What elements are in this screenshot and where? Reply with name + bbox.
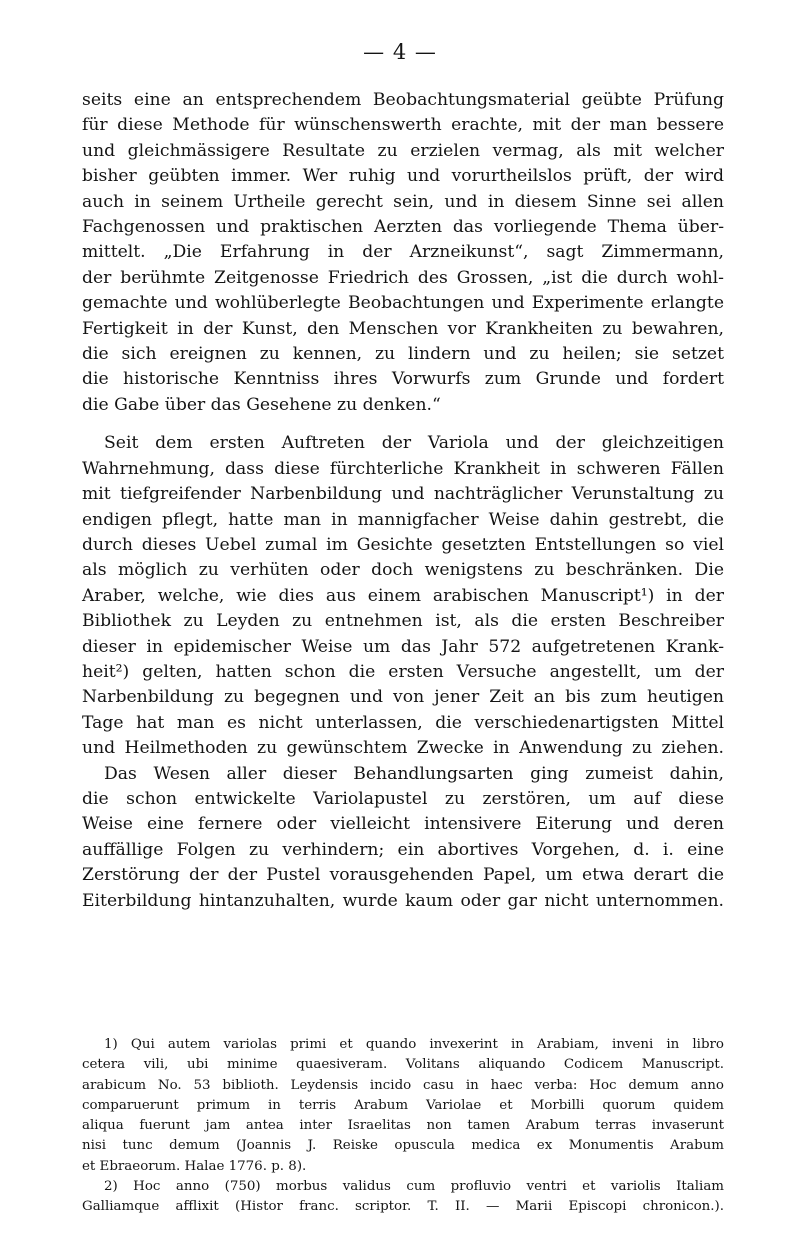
body-line: Tage hat man es nicht unterlassen, die verschiedenartigsten Mittel (82, 712, 724, 733)
body-line: der berühmte Zeitgenosse Friedrich des Grossen, „ist die durch wohl- (82, 267, 724, 288)
body-line: und gleichmässigere Resultate zu erzielen vermag, als mit welcher (82, 140, 724, 161)
body-line: auffällige Folgen zu verhindern; ein abortives Vorgehen, d. i. eine (82, 839, 724, 860)
body-line: die historische Kenntniss ihres Vorwurfs zum Grunde und fordert (82, 369, 724, 390)
body-line: endigen pflegt, hatte man in mannigfacher Weise dahin gestrebt, die (82, 509, 724, 530)
body-line: Bibliothek zu Leyden zu entnehmen ist, als die ersten Beschreiber (82, 611, 724, 632)
body-line: mit tiefgreifender Narbenbildung und nachträglicher Verunstaltung zu (82, 484, 724, 505)
body-line: Eiterbildung hintanzuhalten, wurde kaum oder gar nicht unternommen. (82, 890, 724, 911)
body-line: durch dieses Uebel zumal im Gesichte gesetzten Entstellungen so viel (82, 534, 724, 555)
body-line: gemachte und wohlüberlegte Beobachtungen und Experimente erlangte (82, 293, 724, 314)
body-line: die Gabe über das Gesehene zu denken.“ (82, 394, 441, 415)
footnote-line: arabicum No. 53 biblioth. Leydensis incido casu in haec verba: Hoc demum anno (82, 1077, 724, 1093)
body-line: als möglich zu verhüten oder doch wenigstens zu beschränken. Die (82, 560, 724, 581)
body-line: Weise eine fernere oder vielleicht intensivere Eiterung und deren (82, 814, 724, 835)
body-line: Wahrnehmung, dass diese fürchterliche Krankheit in schweren Fällen (82, 458, 724, 479)
body-line: heit²) gelten, hatten schon die ersten Versuche angestellt, um der (82, 661, 724, 682)
footnote-line: 2) Hoc anno (750) morbus validus cum profluvio ventri et variolis Italiam (104, 1179, 724, 1195)
body-line: die schon entwickelte Variolapustel zu zerstören, um auf diese (82, 788, 724, 809)
page-number: — 4 — (363, 40, 437, 64)
footnote-line: aliqua fuerunt jam antea inter Israelitas non tamen Arabum terras invaserunt (82, 1118, 724, 1134)
body-line: seits eine an entsprechendem Beobachtungsmaterial geübte Prüfung (82, 90, 724, 110)
body-line: für diese Methode für wünschenswerth erachte, mit der man bessere (82, 115, 724, 136)
footnotes (82, 1035, 724, 1218)
body-line: und Heilmethoden zu gewünschtem Zwecke in Anwendung zu ziehen. (82, 738, 724, 759)
body-text (82, 88, 724, 914)
body-line: Fertigkeit in der Kunst, den Menschen vor Krankheiten zu bewahren, (82, 318, 724, 339)
body-line: mittelt. „Die Erfahrung in der Arzneikunst“, sagt Zimmermann, (82, 242, 724, 263)
body-line: bisher geübten immer. Wer ruhig und vorurtheilslos prüft, der wird (82, 166, 724, 187)
body-line: Araber, welche, wie dies aus einem arabischen Manuscript¹) in der (82, 585, 724, 606)
footnote-line: Galliamque afflixit (Histor franc. scriptor. T. II. — Marii Episcopi chronicon.). (82, 1199, 724, 1215)
footnote-line: nisi tunc demum (Joannis J. Reiske opuscula medica ex Monumentis Arabum (82, 1138, 724, 1154)
body-line: die sich ereignen zu kennen, zu lindern und zu heilen; sie setzet (82, 344, 724, 365)
body-line: dieser in epidemischer Weise um das Jahr 572 aufgetretenen Krank- (82, 636, 724, 657)
body-line: Fachgenossen und praktischen Aerzten das vorliegende Thema über- (82, 217, 724, 238)
body-line: Zerstörung der der Pustel vorausgehenden Papel, um etwa derart die (82, 865, 724, 886)
body-line: Das Wesen aller dieser Behandlungsarten ging zumeist dahin, (104, 763, 724, 784)
body-line: Narbenbildung zu begegnen und von jener Zeit an bis zum heutigen (82, 687, 724, 708)
footnote-line: cetera vili, ubi minime quaesiveram. Volitans aliquando Codicem Manuscript. (82, 1057, 724, 1073)
footnote-line: et Ebraeorum. Halae 1776. p. 8). (82, 1158, 307, 1174)
footnote-line: comparuerunt primum in terris Arabum Variolae et Morbilli quorum quidem (82, 1097, 724, 1113)
body-line: Seit dem ersten Auftreten der Variola und der gleichzeitigen (104, 433, 724, 454)
footnote-line: 1) Qui autem variolas primi et quando invexerint in Arabiam, inveni in libro (104, 1037, 724, 1052)
body-line: auch in seinem Urtheile gerecht sein, und in diesem Sinne sei allen (82, 191, 724, 212)
